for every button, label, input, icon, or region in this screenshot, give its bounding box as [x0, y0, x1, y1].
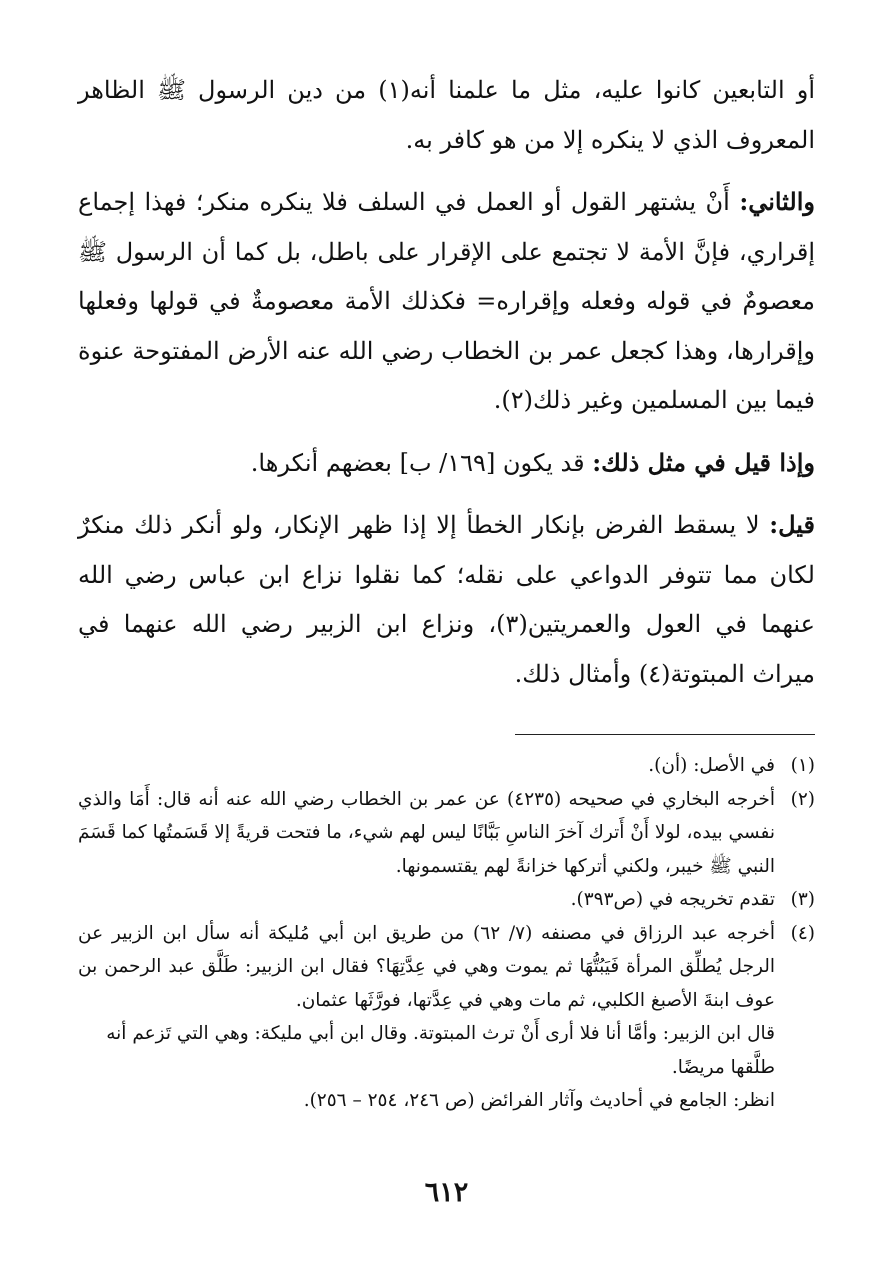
paragraph-4-lead: قيل: [769, 510, 815, 539]
footnote-4-continuation: قال ابن الزبير: وأمَّا أنا فلا أرى أَنْ ترث المبتوتة. وقال ابن أبي مليكة: وهي التي تَزعم أنه طلَّقها مريضًا. [106, 1023, 775, 1078]
footnote-text: في الأصل: (أن). [648, 755, 775, 776]
footnote-divider [515, 734, 815, 735]
footnote-2 [78, 783, 815, 884]
paragraph-3-lead: وإذا قيل في مثل ذلك: [592, 447, 815, 477]
page-number: ٦١٢ [424, 1177, 469, 1208]
paragraph-4 [78, 500, 815, 699]
footnote-3 [78, 883, 815, 917]
footnote-text: تقدم تخريجه في (ص٣٩٣). [570, 889, 775, 910]
footnote-number: (١) [790, 755, 815, 776]
paragraph-1: أو التابعين كانوا عليه، مثل ما علمنا أنه(١) من دين الرسول ﷺ الظاهر المعروف الذي لا ينكره إلا من هو كافر به. [78, 76, 815, 154]
footnotes [78, 749, 815, 1118]
footnote-4 [78, 917, 815, 1018]
footnote-4-reference: انظر: الجامع في أحاديث وآثار الفرائض (ص ٢٤٦، ٢٥٤ – ٢٥٦). [303, 1090, 775, 1111]
paragraph-4-text: لا يسقط الفرض بإنكار الخطأ إلا إذا ظهر الإنكار، ولو أنكر ذلك منكرٌ لكان مما تتوفر الدواعي على نقله؛ كما نقلوا نزاع ابن عباس رضي الله عنهما في العول والعمريتين(٣)، ونزاع ابن الزبير رضي الله عنهما في ميراث المبتوتة(٤) وأمثال ذلك. [78, 511, 815, 688]
footnote-number: (٣) [790, 889, 815, 910]
paragraph-2-text: أَنْ يشتهر القول أو العمل في السلف فلا ينكره منكر؛ فهذا إجماع إقراري، فإنَّ الأمة لا تجتمع على الإقرار على باطل، بل كما أن الرسول ﷺ معصومٌ في قوله وفعله وإقراره= فكذلك الأمة معصومةٌ في قولها وفعلها وإقرارها، وهذا كجعل عمر بن الخطاب رضي الله عنه الأرض المفتوحة عنوة فيما بين المسلمين وغير ذلك(٢). [78, 188, 815, 414]
footnote-1 [78, 749, 815, 783]
footnote-text: أخرجه البخاري في صحيحه (٤٢٣٥) عن عمر بن الخطاب رضي الله عنه أنه قال: أَمَا والذي نفسي بيده، لولا أَنْ أَترك آخرَ الناسِ بَبَّانًا ليس لهم شيء، ما فتحت قريةً إلا قَسَمتُها كما قَسَمَ النبي ﷺ خيبر، ولكني أتركها خزانةً لهم يقتسمونها. [78, 788, 775, 877]
footnote-number: (٤) [790, 922, 815, 944]
paragraph-2-lead: والثاني: [739, 187, 815, 216]
main-text [78, 66, 815, 699]
footnote-text: أخرجه عبد الرزاق في مصنفه (٧/ ٦٢) من طريق ابن أبي مُليكة أنه سأل ابن الزبير عن الرجل يُطلِّق المرأة فَيَبُتُّهَا ثم يموت وهي في عِدَّتِهَا؟ فقال ابن الزبير: طَلَّق عبد الرحمن بن عوف ابنةَ الأصبغ الكلبي، ثم مات وهي في عِدَّتها، فورَّثَها عثمان. [78, 922, 775, 1011]
paragraph-3 [78, 438, 815, 489]
footnote-number: (٢) [790, 788, 815, 810]
paragraph-2 [78, 177, 815, 426]
paragraph-3-text: قد يكون [١٦٩/ ب] بعضهم أنكرها. [250, 448, 585, 477]
